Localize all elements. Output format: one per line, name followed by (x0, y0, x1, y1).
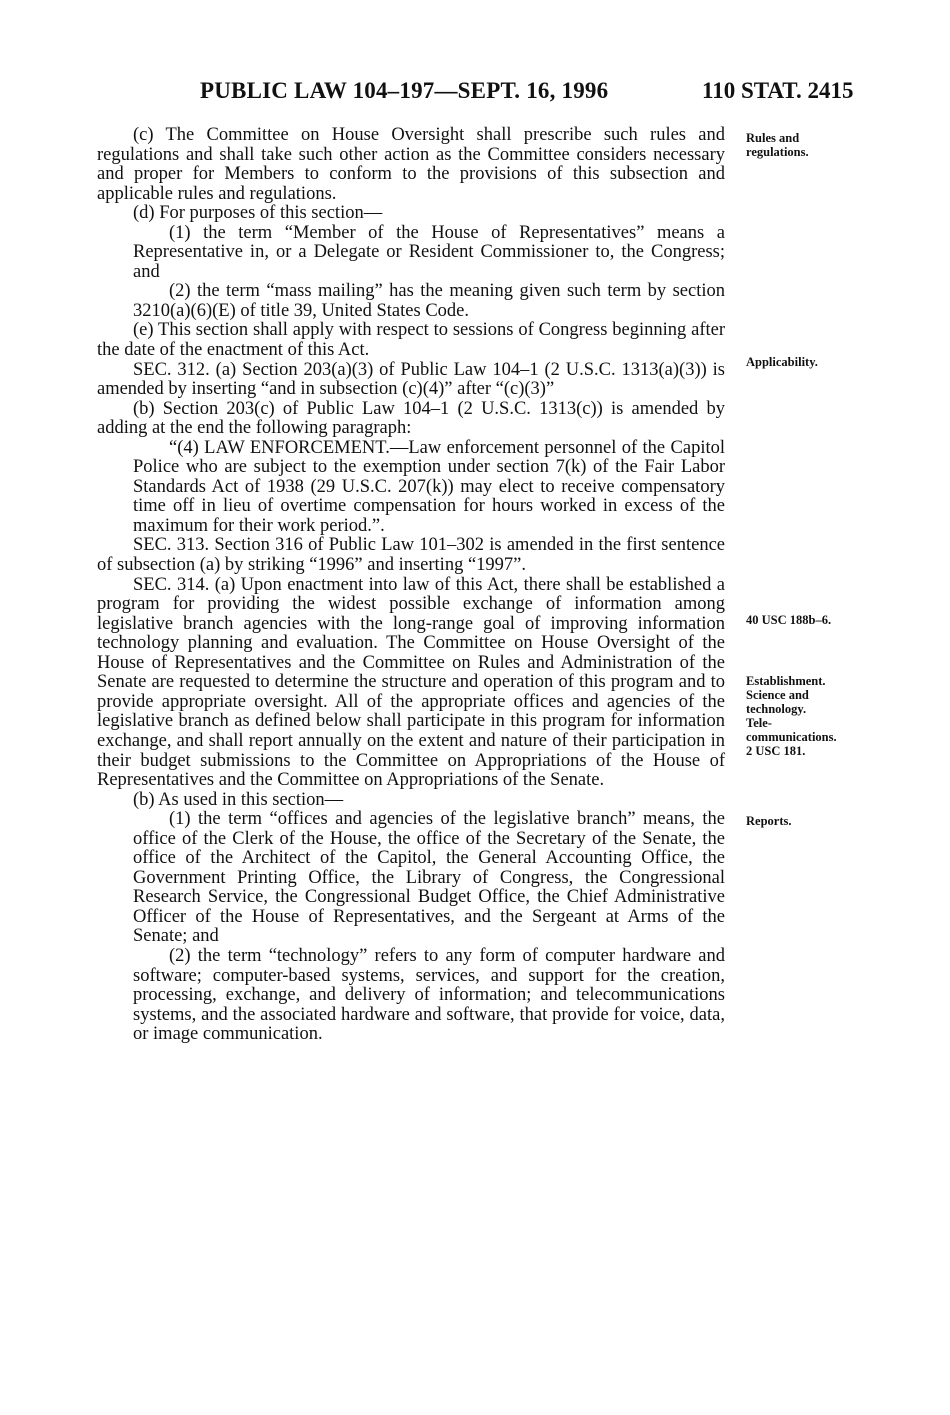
paragraph-d2-mass-mailing: (2) the term “mass mailing” has the meaning given such term by section 3210(a)(6)(E) of title 39, United States Code. (133, 281, 725, 321)
margin-note-reports: Reports. (746, 814, 792, 828)
law-title: PUBLIC LAW 104–197—SEPT. 16, 1996 (200, 78, 609, 103)
section-313: SEC. 313. Section 316 of Public Law 101–302 is amended in the first sentence of subsection (a) by striking “1996” and inserting “1997”. (97, 535, 725, 576)
section-314-a: SEC. 314. (a) Upon enactment into law of this Act, there shall be established a program for providing the widest possible exchange of information among legislative branch agencies with the long-range goal of improving information technology planning and evaluation. The Committee on House Oversight of the House of Representatives and the Committee on Rules and Administration of the Senate are requested to determine the structure and operation of this program and to provide appropriate oversight. All of the appropriate offices and agencies of the legislative branch as defined below shall participate in this program for information exchange, and shall report annually on the extent and nature of their participation in their budget submissions to the Committee on Appropriations of the House of Representatives and the Committee on Appropriations of the Senate. (97, 574, 725, 791)
paragraph-law-enforcement: “(4) LAW ENFORCEMENT.—Law enforcement personnel of the Capitol Police who are subject to the exemption under section 7(k) of the Fair Labor Standards Act of 1938 (29 U.S.C. 207(k)) may elect to receive compensatory time off in lieu of overtime compensation for hours worked in excess of the maximum for their work period.”. (133, 437, 725, 536)
paragraph-b2-technology: (2) the term “technology” refers to any form of computer hardware and software; computer-based systems, services, and support for the creation, processing, exchange, and delivery of information; and telecommunications systems, and the associated hardware and software, that provide for voice, data, or image communication. (133, 945, 725, 1045)
paragraph-d1-member: (1) the term “Member of the House of Representatives” means a Representative in, or a Delegate or Resident Commissioner to, the Congress; and (133, 222, 725, 282)
page-header (0, 78, 950, 112)
body-text (97, 126, 725, 1045)
section-312-a: SEC. 312. (a) Section 203(a)(3) of Public Law 104–1 (2 U.S.C. 1313(a)(3)) is amended by inserting “and in subsection (c)(4)” after “(c)(3)” (97, 359, 725, 400)
paragraph-c-rules: (c) The Committee on House Oversight shall prescribe such rules and regulations and shall take such other action as the Committee considers necessary and proper for Members to conform to the provisions of this subsection and applicable rules and regulations. (97, 125, 725, 204)
margin-note-applicability: Applicability. (746, 355, 818, 369)
paragraph-d-definitions: (d) For purposes of this section— (133, 203, 383, 224)
margin-note-usc: 40 USC 188b–6. (746, 613, 832, 627)
paragraph-b1-offices: (1) the term “offices and agencies of the legislative branch” means, the office of the Clerk of the House, the office of the Secretary of the Senate, the office of the Architect of the Capitol, the General Accounting Office, the Government Printing Office, the Library of Congress, the Congressional Research Service, the Congressional Budget Office, the Chief Administrative Officer of the House of Representatives, and the Sergeant at Arms of the Senate; and (133, 809, 725, 947)
margin-note-establishment: Establishment. Science and technology. Tele- communications. 2 USC 181. (746, 674, 837, 758)
margin-note-rules: Rules and regulations. (746, 131, 809, 159)
section-314-b: (b) As used in this section— (133, 789, 344, 810)
section-312-b: (b) Section 203(c) of Public Law 104–1 (2 U.S.C. 1313(c)) is amended by adding at the end the following paragraph: (97, 398, 725, 439)
paragraph-e-applicability: (e) This section shall apply with respect to sessions of Congress beginning after the date of the enactment of this Act. (97, 320, 725, 361)
stat-page-reference: 110 STAT. 2415 (702, 78, 854, 103)
